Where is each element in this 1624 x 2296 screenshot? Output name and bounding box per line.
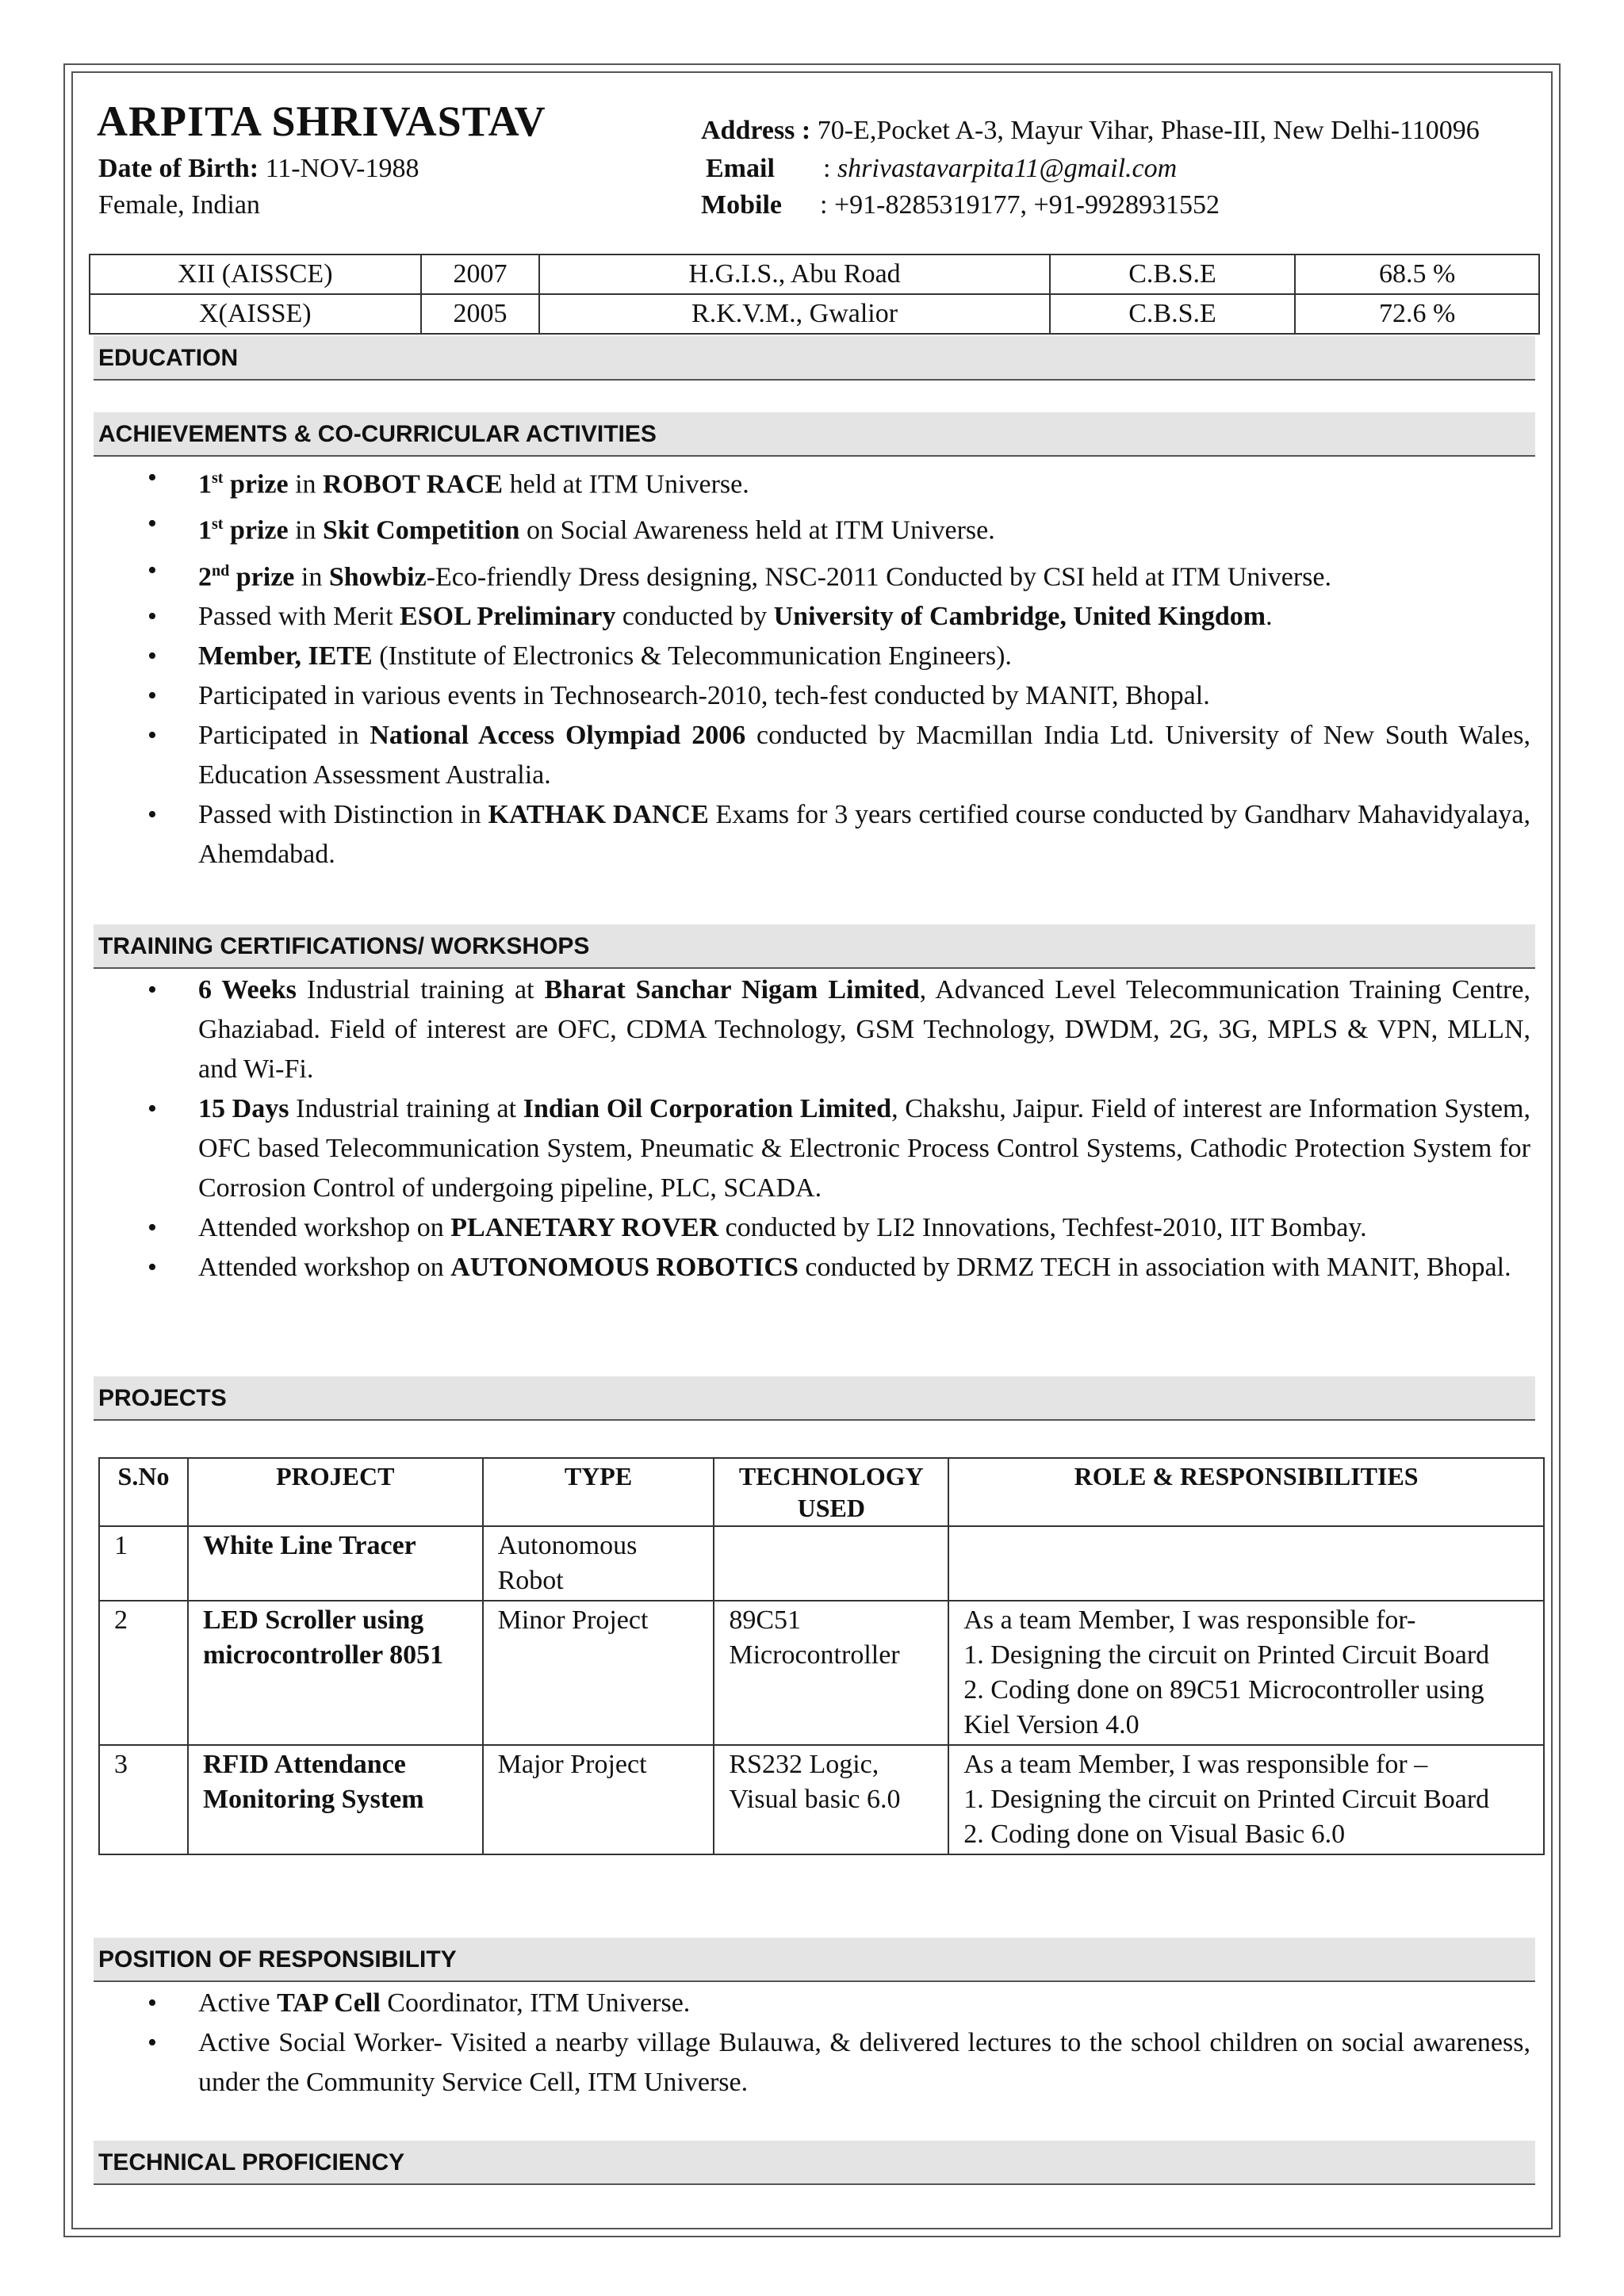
list-item: • 6 Weeks Industrial training at Bharat Sanchar Nigam Limited, Advanced Level Telecommunication Training Centre, Ghaziabad. Field of interest are OFC, CDMA Technology, GSM Technology, DWDM, 2G, 3G, MPLS & VPN, MLLN, and Wi-Fi. [143,970,1530,1089]
section-heading-achievements: ACHIEVEMENTS & CO-CURRICULAR ACTIVITIES [94,412,1535,457]
list-item: • 15 Days Industrial training at Indian Oil Corporation Limited, Chakshu, Jaipur. Field of interest are Information System, OFC based Telecommunication System, Pneumatic & Electronic Process Control Systems, Cathodic Protection System for Corrosion Control of undergoing pipeline, PLC, SCADA. [143,1089,1530,1208]
list-item: • 2nd prize in Showbiz-Eco-friendly Dress designing, NSC-2011 Conducted by CSI held at ITM Universe. [143,551,1530,597]
education-table [89,254,1540,335]
list-item: • Participated in National Access Olympiad 2006 conducted by Macmillan India Ltd. University of New South Wales, Education Assessment Australia. [143,716,1530,795]
email: Email : shrivastavarpita11@gmail.com [706,154,1178,183]
table-row: XII (AISSCE) 2007 H.G.I.S., Abu Road C.B.S.E 68.5 % [90,254,1539,294]
list-item: • Member, IETE (Institute of Electronics & Telecommunication Engineers). [143,637,1530,676]
section-heading-technical: TECHNICAL PROFICIENCY [94,2141,1535,2185]
list-item: • Passed with Merit ESOL Preliminary conducted by University of Cambridge, United Kingdom. [143,597,1530,637]
section-heading-education: EDUCATION [94,336,1535,381]
list-item: • Active Social Worker- Visited a nearby village Bulauwa, & delivered lectures to the school children on social awareness, under the Community Service Cell, ITM Universe. [143,2023,1530,2103]
section-heading-position: POSITION OF RESPONSIBILITY [94,1938,1535,1982]
list-item: • Passed with Distinction in KATHAK DANCE Exams for 3 years certified course conducted by Gandharv Mahavidyalaya, Ahemdabad. [143,795,1530,874]
table-row: X(AISSE) 2005 R.K.V.M., Gwalior C.B.S.E 72.6 % [90,294,1539,334]
section-heading-training: TRAINING CERTIFICATIONS/ WORKSHOPS [94,924,1535,969]
candidate-name: ARPITA SHRIVASTAV [97,98,546,145]
list-item: • 1st prize in ROBOT RACE held at ITM Universe. [143,458,1530,504]
gender-nationality: Female, Indian [98,190,260,220]
list-item: • Attended workshop on PLANETARY ROVER conducted by LI2 Innovations, Techfest-2010, IIT Bombay. [143,1208,1530,1248]
list-item: • Active TAP Cell Coordinator, ITM Universe. [143,1984,1530,2023]
achievements-list [143,458,1530,874]
section-heading-projects: PROJECTS [94,1376,1535,1421]
training-list [143,970,1530,1288]
list-item: • Attended workshop on AUTONOMOUS ROBOTICS conducted by DRMZ TECH in association with MANIT, Bhopal. [143,1248,1530,1288]
projects-table [98,1457,1545,1855]
position-list [143,1984,1530,2103]
table-row: 3 RFID Attendance Monitoring System Major Project RS232 Logic, Visual basic 6.0 As a team Member, I was responsible for – 1. Designing the circuit on Printed Circuit Board 2. Coding done on Visual Basic 6.0 [99,1745,1544,1854]
list-item: • Participated in various events in Technosearch-2010, tech-fest conducted by MANIT, Bhopal. [143,676,1530,716]
table-row: 1 White Line Tracer Autonomous Robot [99,1526,1544,1601]
mobile: Mobile : +91-8285319177, +91-9928931552 [701,190,1220,220]
address: Address : 70-E,Pocket A-3, Mayur Vihar, Phase-III, New Delhi-110096 [701,116,1480,145]
table-header-row: S.No PROJECT TYPE TECHNOLOGY USED ROLE & RESPONSIBILITIES [99,1458,1544,1526]
list-item: • 1st prize in Skit Competition on Social Awareness held at ITM Universe. [143,504,1530,550]
table-row: 2 LED Scroller using microcontroller 8051 Minor Project 89C51 Microcontroller As a team Member, I was responsible for- 1. Designing the circuit on Printed Circuit Board 2. Coding done on 89C51 Microcontroller using Kiel Version 4.0 [99,1601,1544,1745]
date-of-birth: Date of Birth: 11-NOV-1988 [98,154,419,183]
